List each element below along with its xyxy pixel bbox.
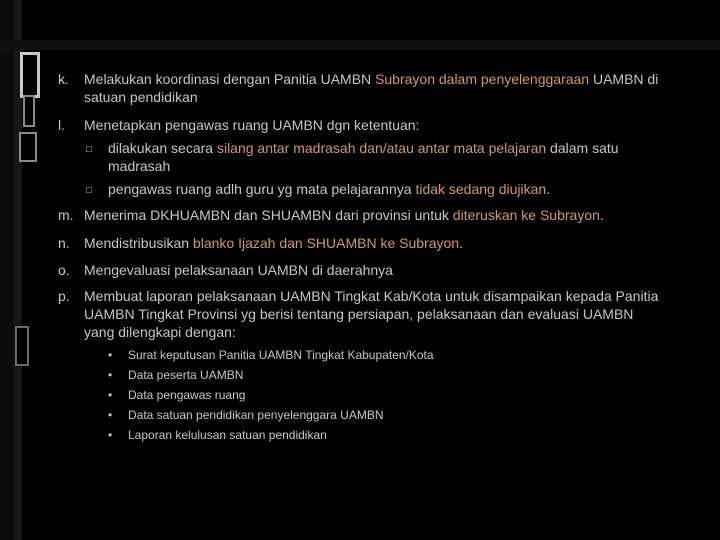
item-marker: p. — [58, 288, 70, 304]
decorative-band-top — [0, 40, 720, 50]
item-text-part: . — [599, 207, 604, 223]
item-text-part: Mendistribusikan — [84, 235, 193, 251]
highlighted-text: tidak sedang diujikan — [415, 181, 547, 197]
sub-list-text: Data peserta UAMBN — [128, 368, 244, 382]
bullet-icon: • — [108, 388, 113, 402]
highlighted-text: silang antar madrasah dan/atau antar mata pelajaran — [216, 140, 547, 156]
item-marker: k. — [58, 71, 69, 87]
item-text — [84, 234, 659, 252]
item-marker: n. — [58, 235, 70, 251]
item-text-part: dalam satu madrasah — [108, 140, 619, 174]
highlighted-text: diteruskan ke Subrayon — [452, 207, 600, 223]
bullet-icon: • — [108, 428, 113, 442]
decorative-square — [20, 52, 40, 98]
sub-list-text: Data satuan pendidikan penyelenggara UAMBN — [128, 408, 384, 422]
sub-item-text — [108, 180, 668, 198]
item-text-part: . — [459, 235, 463, 251]
item-marker: l. — [58, 117, 65, 133]
sub-list-text: Data pengawas ruang — [128, 388, 246, 402]
item-text — [84, 70, 659, 106]
item-text: Mengevaluasi pelaksanaan UAMBN di daerahnya — [84, 262, 393, 278]
decorative-square — [19, 132, 37, 162]
sub-list-text: Laporan kelulusan satuan pendidikan — [128, 428, 327, 442]
item-text-part: dilakukan secara — [108, 140, 217, 156]
item-text-part: pengawas ruang adlh guru yg mata pelajarannya — [108, 181, 416, 197]
item-text-part: Melakukan koordinasi dengan Panitia UAMBN — [84, 71, 376, 87]
checkbox-bullet-icon: □ — [86, 144, 93, 155]
decorative-square — [23, 95, 35, 127]
item-text: Membuat laporan pelaksanaan UAMBN Tingkat Kab/Kota untuk disampaikan kepada Panitia UAMBN Tingkat Provinsi yg berisi tentang persiapan, pelaksanaan dan evaluasi UAMBN yang dilengkapi dengan: — [84, 288, 659, 340]
checkbox-bullet-icon: □ — [86, 185, 93, 196]
item-text: Menetapkan pengawas ruang UAMBN dgn ketentuan: — [84, 117, 420, 133]
sub-item-text — [108, 139, 668, 175]
item-text-part: Menerima DKHUAMBN dan SHUAMBN dari provinsi untuk — [84, 207, 453, 223]
bullet-icon: • — [108, 368, 113, 382]
highlighted-text: blanko Ijazah dan SHUAMBN ke Subrayon — [192, 235, 460, 251]
decorative-square — [15, 326, 29, 366]
decorative-bar-left — [0, 0, 14, 540]
bullet-icon: • — [108, 348, 113, 362]
item-marker: m. — [58, 207, 74, 223]
sub-list-text: Surat keputusan Panitia UAMBN Tingkat Kabupaten/Kota — [128, 348, 434, 362]
item-text-part: . — [546, 181, 551, 197]
item-marker: o. — [58, 262, 70, 278]
highlighted-text: Subrayon dalam penyelenggaraan — [375, 71, 590, 87]
bullet-icon: • — [108, 408, 113, 422]
item-text-part: UAMBN di satuan pendidikan — [84, 71, 659, 105]
item-text — [84, 206, 659, 224]
